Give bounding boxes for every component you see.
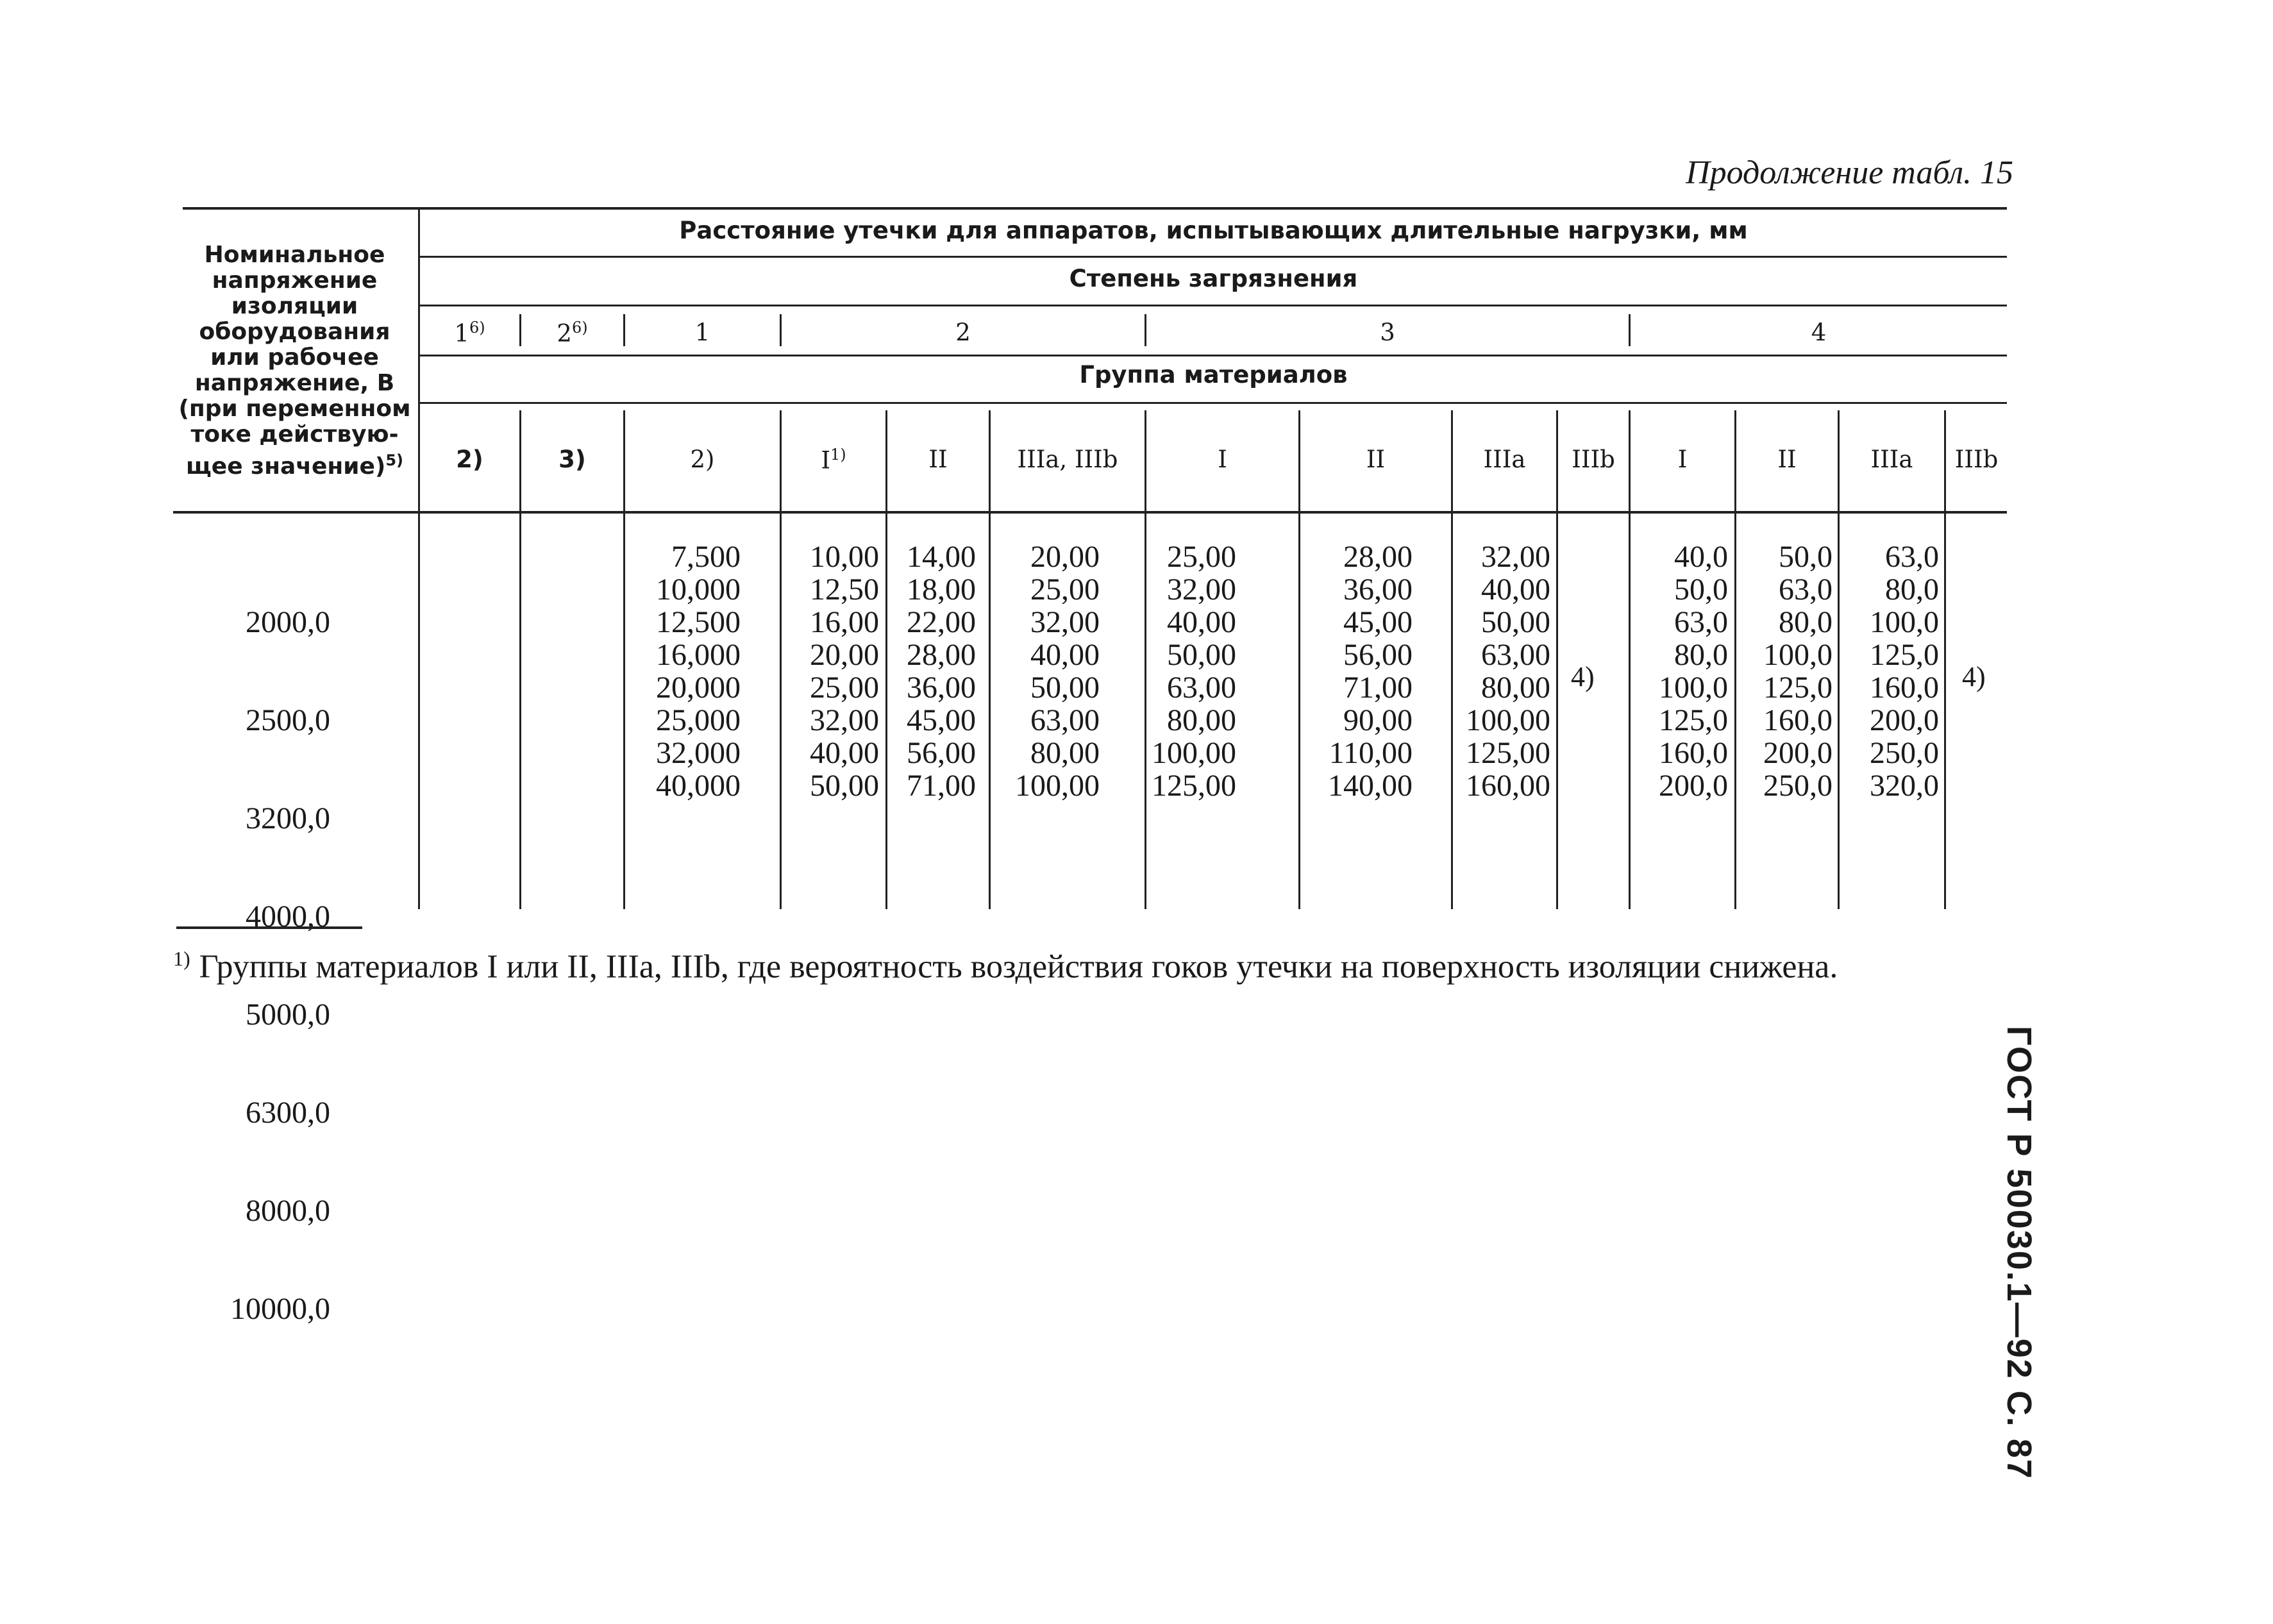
col-rule [519,410,521,909]
table-cell: 32,00 [1030,605,1100,639]
table-cell: 140,00 [1328,769,1413,803]
row-header-line: напряжение, В [194,370,395,396]
footnote [173,937,2007,988]
table-cell: 32,00 [1167,573,1236,607]
data-column [625,540,741,802]
pollution-degree [521,319,623,347]
row-header-line: (при переменном [178,396,411,422]
data-column [1736,540,1833,802]
pollution-degree-label: 2 [557,319,572,347]
row-header-line: напряжение [212,267,378,294]
table-cell: 110,00 [1329,736,1413,770]
pollution-degree [420,319,519,347]
data-column [1146,540,1236,802]
voltage-cell: 10000,0 [230,1292,330,1326]
table-cell: 63,00 [1167,671,1236,705]
table-cell: 80,0 [1885,573,1939,607]
table-cell: 28,00 [1343,540,1413,574]
table-cell: 80,0 [1674,638,1728,672]
table-cell: 71,00 [1343,671,1413,705]
table-cell: 32,00 [1481,540,1550,574]
table-cell: 125,00 [1466,736,1550,770]
table-cell: 25,000 [656,703,741,737]
footnote-ref: 6) [571,319,588,337]
voltage-cell: 4000,0 [246,900,330,933]
voltage-cell: 5000,0 [246,998,330,1032]
table-cell: 40,000 [656,769,741,803]
table-cell: 100,00 [1466,703,1550,737]
data-column [782,540,879,802]
voltage-cell: 6300,0 [246,1096,330,1130]
table-cell: 80,00 [1481,671,1550,705]
pollution-header: Степень загрязнения [1069,265,1358,292]
main-header: Расстояние утечки для аппаратов, испытывающих длительные нагрузки, мм [679,217,1748,244]
table-cell: 10,00 [810,540,879,574]
table-cell: 320,0 [1870,769,1939,803]
header-bottom-rule [173,511,2007,514]
document-code: ГОСТ Р 50030.1—92 С. 87 [2000,1026,2038,1480]
table-cell: 160,0 [1659,736,1728,770]
data-column [991,540,1100,802]
table-cell: 56,00 [1343,638,1413,672]
table-cell: 50,00 [810,769,879,803]
table-cell: 10,000 [656,573,741,607]
table-cell: 14,00 [907,540,976,574]
table-cell: 12,50 [810,573,879,607]
material-group: I [1218,446,1227,473]
table-cell: 250,0 [1763,769,1833,803]
rule-under-pollution-degrees [420,355,2007,356]
data-column [1453,540,1550,802]
rule-under-pollution-header [420,305,2007,306]
footnote-text: Группы материалов I или II, IIIa, IIIb, где вероятность воздействия гоков утечки на поверхность изоляции снижена. [199,948,1838,985]
table-cell: 200,0 [1659,769,1728,803]
table-cell: 63,0 [1674,605,1728,639]
pollution-degree: 1 [694,319,710,346]
table-cell: 28,00 [907,638,976,672]
material-group: II [1366,446,1386,473]
table-cell: 50,0 [1674,573,1728,607]
row-header-footnote-ref: 5) [385,451,403,469]
col-rule [1556,410,1558,909]
table-cell: 25,00 [810,671,879,705]
material-header: Группа материалов [1079,361,1348,389]
pollution-degree-label: 1 [454,319,469,347]
table-cell: 100,0 [1763,638,1833,672]
table-cell: 50,00 [1167,638,1236,672]
voltage-cell: 8000,0 [246,1194,330,1228]
table-cell: 12,500 [656,605,741,639]
table-cell: 100,0 [1870,605,1939,639]
table-top-rule [183,207,2007,210]
table-cell: 20,000 [656,671,741,705]
row-header-line: или рабочее [210,344,379,371]
table-cell: 40,0 [1674,540,1728,574]
footnote-rule [176,926,362,929]
table-cell: 90,00 [1343,703,1413,737]
material-group: 3) [558,446,586,473]
pollution-degree: 4 [1811,319,1827,346]
row-header-last: щее значение) [185,453,386,480]
table-cell: 125,00 [1152,769,1236,803]
table-cell: 45,00 [907,703,976,737]
table-cell: 125,0 [1659,703,1728,737]
table-cell: 36,00 [907,671,976,705]
row-header-line: изоляции [231,293,358,319]
material-group: II [1777,446,1797,473]
table-cell: 63,00 [1481,638,1550,672]
row-header [174,242,415,480]
table-cell: 40,00 [1030,638,1100,672]
table-cell: 63,0 [1779,573,1833,607]
material-group: II [928,446,948,473]
rule-under-material-header [420,402,2007,404]
material-group: 2) [456,446,483,473]
note-ref-iiib-3: 4) [1571,661,1595,692]
table-cell: 22,00 [907,605,976,639]
table-cell: 7,500 [671,540,741,574]
material-group: I [1677,446,1688,473]
table-cell: 71,00 [907,769,976,803]
table-cell: 32,00 [810,703,879,737]
table-cell: 160,0 [1870,671,1939,705]
table-cell: 80,00 [1167,703,1236,737]
table-cell: 200,0 [1763,736,1833,770]
material-group [782,446,885,474]
footnote-ref: 1) [830,446,846,464]
material-group: 2) [690,446,715,473]
col-rule [418,207,420,909]
table-cell: 25,00 [1167,540,1236,574]
table-cell: 200,0 [1870,703,1939,737]
table-cell: 56,00 [907,736,976,770]
table-cell: 50,0 [1779,540,1833,574]
table-cell: 63,0 [1885,540,1939,574]
table-cell: 250,0 [1870,736,1939,770]
table-cell: 45,00 [1343,605,1413,639]
table-cell: 50,00 [1030,671,1100,705]
table-cell: 20,00 [810,638,879,672]
table-continuation-caption: Продолжение табл. 15 [1686,155,2013,191]
table-cell: 25,00 [1030,573,1100,607]
material-group: IIIb [1954,446,1999,473]
row-header-line [174,448,415,480]
material-group: IIIa, IIIb [1017,446,1118,473]
rule-under-main-header [420,256,2007,258]
footnote-mark: 1) [173,947,190,970]
data-column [1300,540,1413,802]
pollution-degree: 2 [955,319,971,346]
table-cell: 63,00 [1030,703,1100,737]
voltage-cell: 2500,0 [246,703,330,737]
table-cell: 80,00 [1030,736,1100,770]
table-cell: 125,0 [1870,638,1939,672]
table-cell: 40,00 [1167,605,1236,639]
pollution-degree: 3 [1380,319,1395,346]
table-cell: 160,0 [1763,703,1833,737]
col-rule [1944,410,1946,909]
table-cell: 32,000 [656,736,741,770]
row-header-line: Номинальное [204,242,385,268]
table-cell: 16,00 [810,605,879,639]
voltage-cell: 2000,0 [246,605,330,639]
material-group: IIIb [1572,446,1615,473]
table-cell: 50,00 [1481,605,1550,639]
footnote-ref: 6) [469,319,485,337]
table-cell: 40,00 [1481,573,1550,607]
table-cell: 80,0 [1779,605,1833,639]
table-cell: 100,0 [1659,671,1728,705]
table-cell: 36,00 [1343,573,1413,607]
table-cell: 100,00 [1152,736,1236,770]
table-cell: 125,0 [1763,671,1833,705]
table-cell: 20,00 [1030,540,1100,574]
voltage-cell: 3200,0 [246,801,330,835]
table-cell: 18,00 [907,573,976,607]
table-cell: 160,00 [1466,769,1550,803]
table-cell: 100,00 [1015,769,1100,803]
data-column [887,540,976,802]
table-cell: 16,000 [656,638,741,672]
material-group: IIIa [1483,446,1526,473]
data-column [1840,540,1939,802]
note-ref-iiib-4: 4) [1962,661,1986,692]
data-column [1631,540,1728,802]
row-header-line: оборудования [199,319,390,345]
table-cell: 40,00 [810,736,879,770]
row-header-line: токе действую- [190,421,399,448]
material-group: IIIa [1870,446,1913,473]
material-group-label: I [821,446,830,474]
